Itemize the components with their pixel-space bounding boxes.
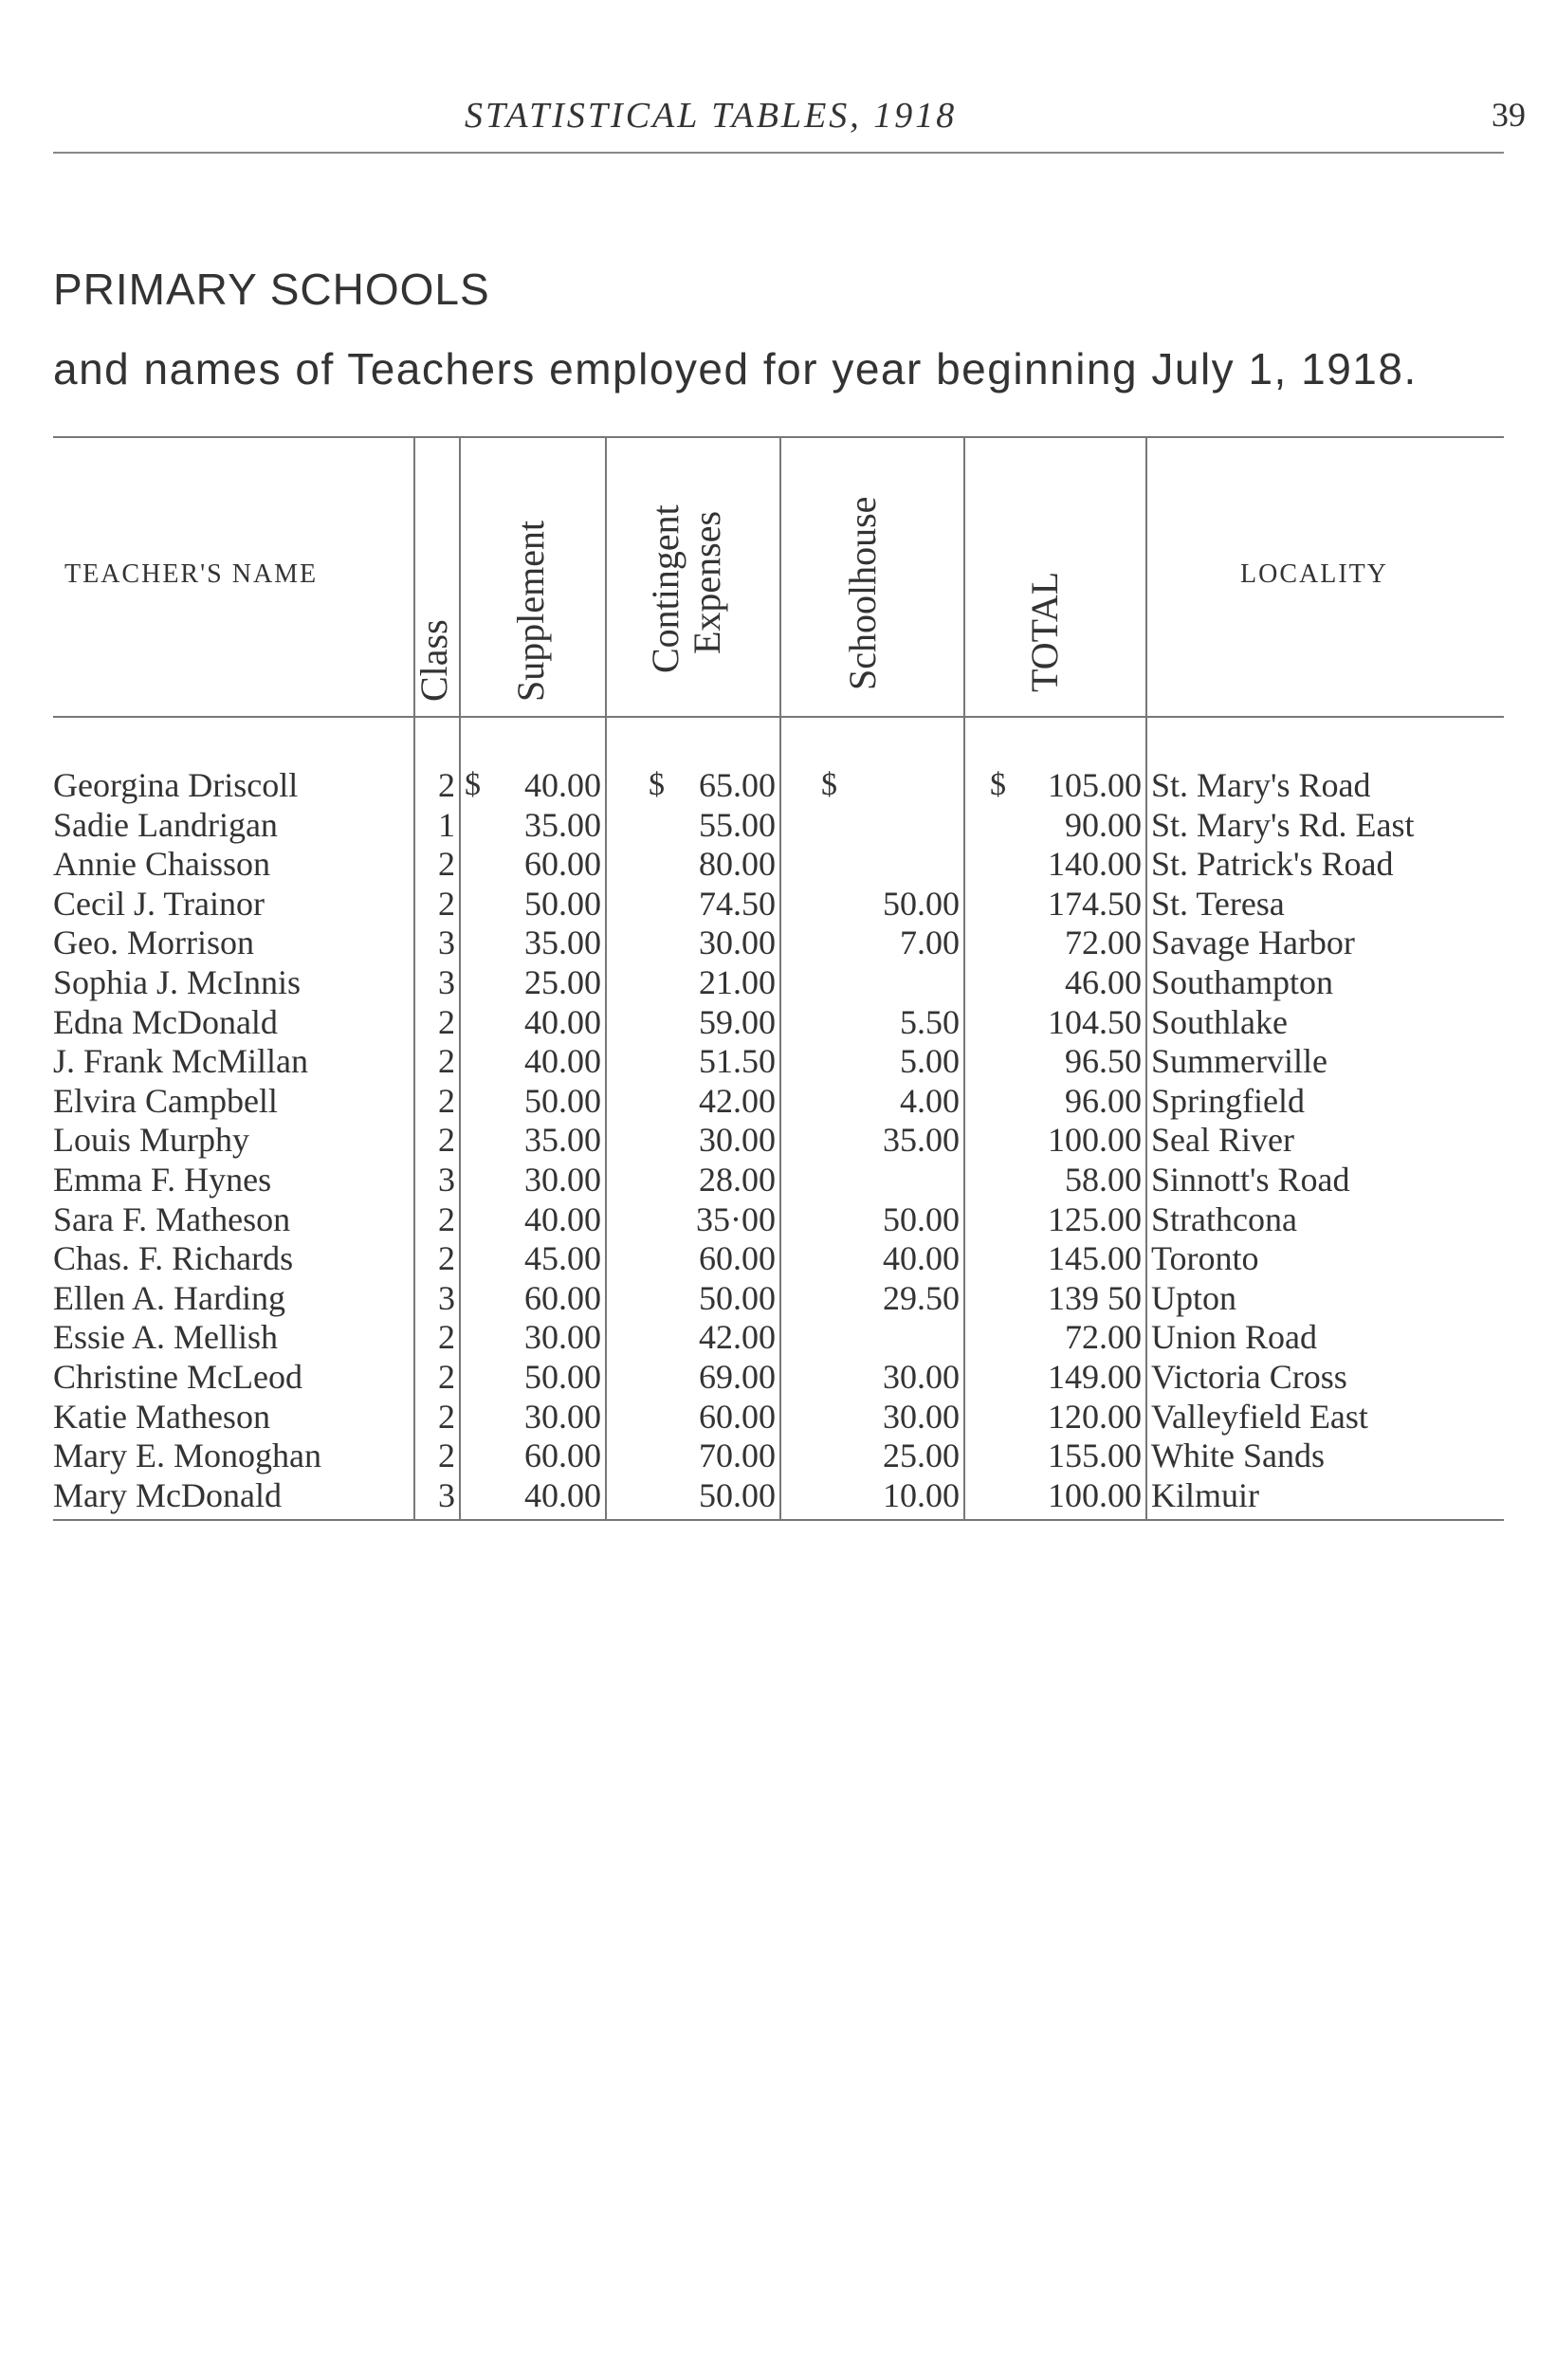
supplement-cell: 60.00 [524, 845, 601, 884]
header-rule [53, 152, 1504, 154]
schoolhouse-cell: 50.00 [883, 884, 960, 923]
class-cell: 2 [438, 1437, 455, 1475]
locality-cell: Savage Harbor [1151, 924, 1355, 962]
column-divider [779, 436, 781, 1519]
supplement-cell: 40.00 [524, 1199, 601, 1238]
contingent-cell: 59.00 [699, 1002, 776, 1041]
locality-header: LOCALITY [1240, 559, 1388, 589]
running-title: STATISTICAL TABLES, 1918 [465, 96, 958, 136]
contingent-cell: 80.00 [699, 845, 776, 884]
locality-cell: Southlake [1151, 1002, 1288, 1041]
locality-cell: St. Mary's Rd. East [1151, 805, 1415, 844]
class-cell: 3 [438, 1161, 455, 1199]
schoolhouse-cell: 40.00 [883, 1239, 960, 1278]
contingent-cell: 30.00 [699, 1121, 776, 1160]
supplement-cell: 35.00 [524, 805, 601, 844]
teacher-name-header: TEACHER'S NAME [64, 559, 319, 589]
contingent-cell: 60.00 [699, 1397, 776, 1436]
contingent-header-line2: Expenses [686, 510, 728, 654]
locality-cell: White Sands [1151, 1437, 1325, 1475]
total-cell: 139 50 [1048, 1278, 1142, 1317]
total-cell: 105.00 [1048, 766, 1142, 804]
name-cell: Mary McDonald [53, 1475, 282, 1514]
supplement-cell: 50.00 [524, 1358, 601, 1396]
class-cell: 2 [438, 1199, 455, 1238]
name-cell: Chas. F. Richards [53, 1239, 294, 1278]
supplement-cell: 35.00 [524, 1121, 601, 1160]
contingent-cell: 69.00 [699, 1358, 776, 1396]
name-cell: Annie Chaisson [53, 845, 270, 884]
name-cell: Geo. Morrison [53, 924, 254, 962]
name-cell: Elvira Campbell [53, 1081, 278, 1120]
page-number: 39 [1492, 96, 1526, 134]
contingent-cell: 60.00 [699, 1239, 776, 1278]
contingent-cell: 70.00 [699, 1437, 776, 1475]
locality-cell: Valleyfield East [1151, 1397, 1368, 1436]
name-cell: Edna McDonald [53, 1002, 278, 1041]
supplement-cell: 60.00 [524, 1437, 601, 1475]
total-cell: 90.00 [1065, 805, 1142, 844]
total-cell: 120.00 [1048, 1397, 1142, 1436]
class-cell: 2 [438, 766, 455, 804]
header-bottom-rule [53, 716, 1504, 718]
name-cell: Sadie Landrigan [53, 805, 278, 844]
schoolhouse-cell: 29.50 [883, 1278, 960, 1317]
schoolhouse-cell: 25.00 [883, 1437, 960, 1475]
class-cell: 3 [438, 1475, 455, 1514]
locality-cell: Seal River [1151, 1121, 1294, 1160]
locality-cell: St. Mary's Road [1151, 766, 1371, 804]
total-cell: 104.50 [1048, 1002, 1142, 1041]
locality-cell: Union Road [1151, 1318, 1317, 1357]
supplement-cell: 25.00 [524, 963, 601, 1001]
name-cell: Sara F. Matheson [53, 1199, 291, 1238]
table-top-rule [53, 436, 1504, 438]
class-cell: 2 [438, 884, 455, 923]
contingent-cell: 55.00 [699, 805, 776, 844]
schoolhouse-cell: 30.00 [883, 1397, 960, 1436]
total-cell: 58.00 [1065, 1161, 1142, 1199]
total-cell: 100.00 [1048, 1121, 1142, 1160]
locality-cell: St. Teresa [1151, 884, 1285, 923]
contingent-cell: 42.00 [699, 1318, 776, 1357]
supplement-cell: 30.00 [524, 1318, 601, 1357]
class-header: Class [412, 619, 455, 702]
locality-cell: Upton [1151, 1278, 1236, 1317]
locality-cell: Toronto [1151, 1239, 1259, 1278]
class-cell: 2 [438, 1239, 455, 1278]
schoolhouse-cell: 5.50 [900, 1002, 960, 1041]
supplement-cell: 45.00 [524, 1239, 601, 1278]
locality-cell: St. Patrick's Road [1151, 845, 1394, 884]
contingent-cell: 21.00 [699, 963, 776, 1001]
class-cell: 2 [438, 1081, 455, 1120]
supplement-cell: 50.00 [524, 1081, 601, 1120]
name-cell: J. Frank McMillan [53, 1042, 308, 1081]
locality-cell: Southampton [1151, 963, 1334, 1001]
name-cell: Georgina Driscoll [53, 766, 299, 804]
name-cell: Mary E. Monoghan [53, 1437, 321, 1475]
schoolhouse-cell: 10.00 [883, 1475, 960, 1514]
total-header: TOTAL [1023, 571, 1066, 692]
contingent-cell: 30.00 [699, 924, 776, 962]
contingent-dollar-sign: $ [649, 767, 665, 802]
schoolhouse-dollar-sign: $ [821, 767, 837, 802]
locality-cell: Springfield [1151, 1081, 1305, 1120]
contingent-cell: 51.50 [699, 1042, 776, 1081]
class-cell: 3 [438, 963, 455, 1001]
name-cell: Ellen A. Harding [53, 1278, 285, 1317]
total-cell: 72.00 [1065, 924, 1142, 962]
class-cell: 3 [438, 1278, 455, 1317]
class-cell: 2 [438, 1042, 455, 1081]
total-cell: 140.00 [1048, 845, 1142, 884]
supplement-header: Supplement [509, 520, 552, 702]
supplement-cell: 60.00 [524, 1278, 601, 1317]
total-cell: 96.50 [1065, 1042, 1142, 1081]
contingent-cell: 50.00 [699, 1278, 776, 1317]
locality-cell: Summerville [1151, 1042, 1327, 1081]
schoolhouse-cell: 5.00 [900, 1042, 960, 1081]
contingent-cell: 50.00 [699, 1475, 776, 1514]
class-cell: 2 [438, 1358, 455, 1396]
page-subtitle: and names of Teachers employed for year beginning July 1, 1918. [53, 344, 1418, 394]
supplement-cell: 40.00 [524, 1475, 601, 1514]
total-dollar-sign: $ [990, 767, 1006, 802]
supplement-cell: 35.00 [524, 924, 601, 962]
total-cell: 125.00 [1048, 1199, 1142, 1238]
page-title: PRIMARY SCHOOLS [53, 265, 490, 314]
name-cell: Louis Murphy [53, 1121, 249, 1160]
total-cell: 145.00 [1048, 1239, 1142, 1278]
total-cell: 96.00 [1065, 1081, 1142, 1120]
supplement-cell: 30.00 [524, 1161, 601, 1199]
total-cell: 46.00 [1065, 963, 1142, 1001]
contingent-cell: 42.00 [699, 1081, 776, 1120]
name-cell: Katie Matheson [53, 1397, 270, 1436]
supplement-cell: 40.00 [524, 766, 601, 804]
name-cell: Emma F. Hynes [53, 1161, 272, 1199]
schoolhouse-cell: 35.00 [883, 1121, 960, 1160]
schoolhouse-header: Schoolhouse [841, 496, 884, 690]
class-cell: 1 [438, 805, 455, 844]
total-cell: 72.00 [1065, 1318, 1142, 1357]
name-cell: Sophia J. McInnis [53, 963, 301, 1001]
schoolhouse-cell: 7.00 [900, 924, 960, 962]
name-cell: Cecil J. Trainor [53, 884, 265, 923]
contingent-header-line1: Contingent [644, 504, 686, 673]
supplement-cell: 50.00 [524, 884, 601, 923]
supplement-cell: 40.00 [524, 1002, 601, 1041]
column-divider [1145, 436, 1147, 1519]
class-cell: 2 [438, 1002, 455, 1041]
schoolhouse-cell: 4.00 [900, 1081, 960, 1120]
schoolhouse-cell: 30.00 [883, 1358, 960, 1396]
class-cell: 2 [438, 1318, 455, 1357]
total-cell: 155.00 [1048, 1437, 1142, 1475]
contingent-cell: 74.50 [699, 884, 776, 923]
total-cell: 100.00 [1048, 1475, 1142, 1514]
class-cell: 2 [438, 845, 455, 884]
name-cell: Christine McLeod [53, 1358, 302, 1396]
class-cell: 2 [438, 1397, 455, 1436]
locality-cell: Kilmuir [1151, 1475, 1259, 1514]
name-cell: Essie A. Mellish [53, 1318, 279, 1357]
supplement-cell: 30.00 [524, 1397, 601, 1436]
table-bottom-rule [53, 1519, 1504, 1521]
total-cell: 149.00 [1048, 1358, 1142, 1396]
class-cell: 2 [438, 1121, 455, 1160]
schoolhouse-cell: 50.00 [883, 1199, 960, 1238]
total-cell: 174.50 [1048, 884, 1142, 923]
locality-cell: Victoria Cross [1151, 1358, 1347, 1396]
class-cell: 3 [438, 924, 455, 962]
supplement-dollar-sign: $ [465, 767, 481, 802]
contingent-cell: 35·00 [696, 1199, 776, 1238]
locality-cell: Strathcona [1151, 1199, 1297, 1238]
locality-cell: Sinnott's Road [1151, 1161, 1350, 1199]
supplement-cell: 40.00 [524, 1042, 601, 1081]
contingent-cell: 28.00 [699, 1161, 776, 1199]
contingent-cell: 65.00 [699, 766, 776, 804]
